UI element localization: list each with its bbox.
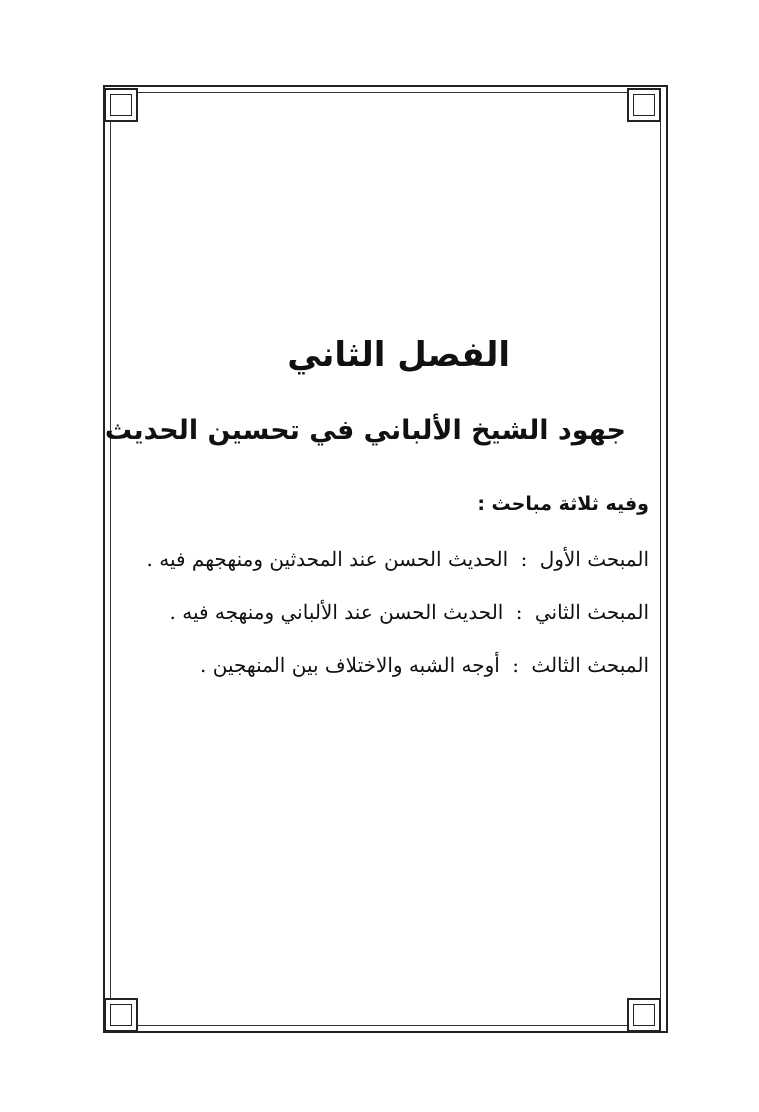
section-separator: :	[515, 600, 523, 624]
corner-ornament-bottom-right	[627, 998, 661, 1032]
section-label: المبحث الثالث	[531, 653, 649, 677]
section-separator: :	[520, 547, 528, 571]
chapter-subtitle: جهود الشيخ الألباني في تحسين الحديث	[104, 415, 626, 446]
section-separator: :	[512, 653, 519, 677]
section-label: المبحث الأول	[539, 547, 649, 571]
section-text: أوجه الشبه والاختلاف بين المنهجين .	[200, 653, 500, 677]
corner-ornament-top-right	[627, 88, 661, 122]
section-item-1	[147, 547, 649, 571]
corner-ornament-top-left	[104, 88, 138, 122]
section-label: المبحث الثاني	[534, 600, 649, 624]
section-text: الحديث الحسن عند الألباني ومنهجه فيه .	[169, 600, 504, 624]
section-text: الحديث الحسن عند المحدثين ومنهجهم فيه .	[146, 547, 509, 571]
chapter-intro: وفيه ثلاثة مباحث :	[477, 493, 649, 515]
corner-ornament-bottom-left	[104, 998, 138, 1032]
chapter-title: الفصل الثاني	[287, 335, 510, 375]
section-item-2	[170, 600, 650, 624]
section-item-3	[200, 653, 649, 677]
